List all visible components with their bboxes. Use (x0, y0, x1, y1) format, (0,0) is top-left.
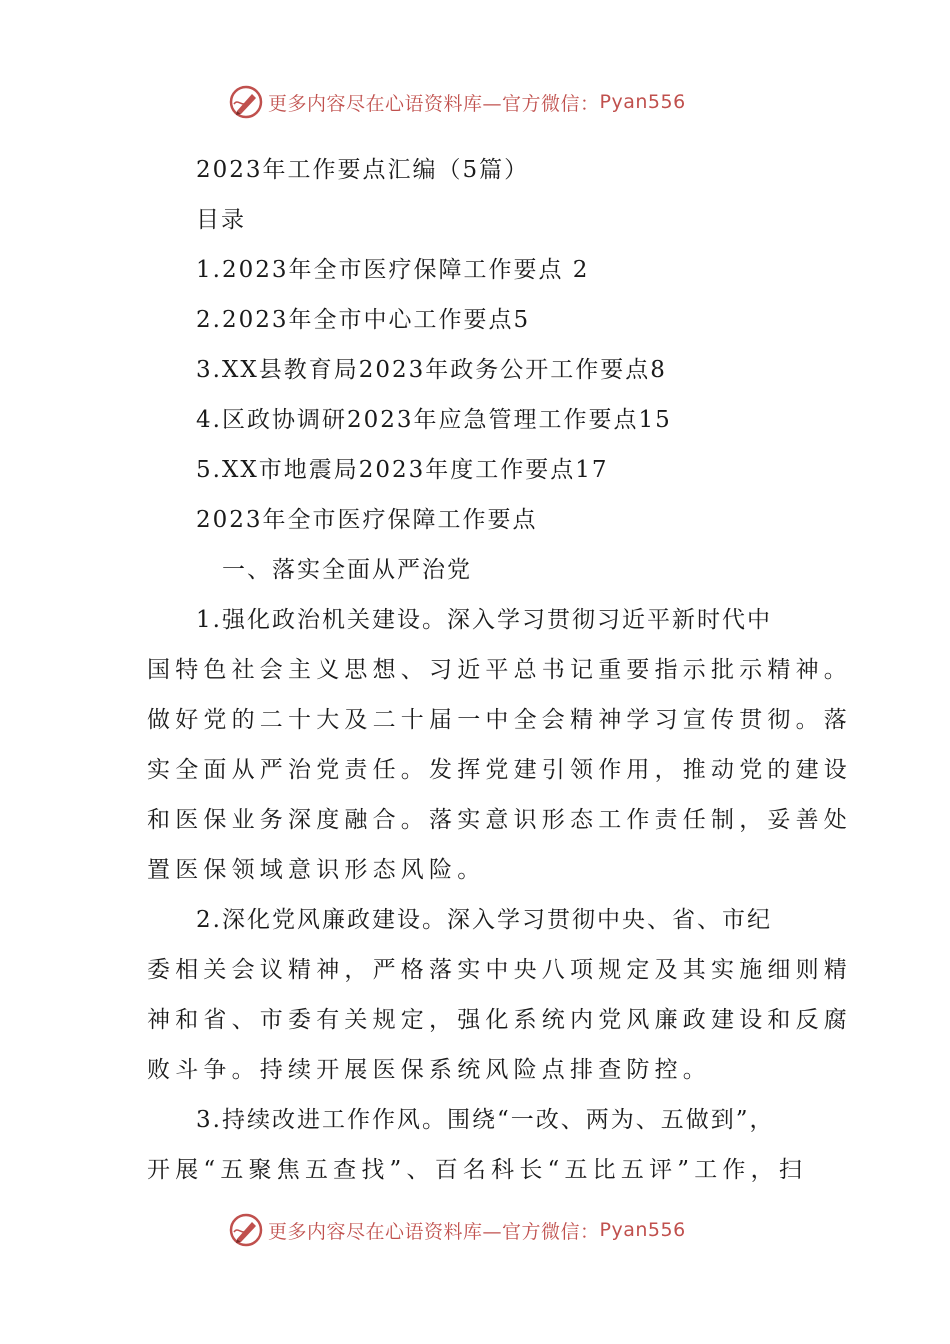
article-title: 2023年全市医疗保障工作要点 (196, 507, 538, 533)
section-heading: 一、落实全面从严治党 (222, 557, 472, 583)
banner-text: 更多内容尽在心语资料库—官方微信： (268, 1220, 600, 1243)
toc-item: 1.2023年全市医疗保障工作要点 2 (196, 257, 590, 283)
paragraph-line: 实全面从严治党责任。发挥党建引领作用，推动党的建设 (147, 757, 852, 783)
paragraph-line: 和医保业务深度融合。落实意识形态工作责任制，妥善处 (147, 807, 852, 833)
paragraph-line: 败斗争。持续开展医保系统风险点排查防控。 (147, 1057, 711, 1083)
footer-banner (228, 1210, 748, 1250)
paragraph-line: 做好党的二十大及二十届一中全会精神学习宣传贯彻。落 (147, 707, 852, 733)
toc-item: 2.2023年全市中心工作要点5 (196, 307, 531, 333)
paragraph-line: 3.持续改进工作作风。围绕“一改、两为、五做到”， (196, 1107, 775, 1133)
paragraph-line: 置医保领域意识形态风险。 (147, 857, 486, 883)
paragraph-line: 国特色社会主义思想、习近平总书记重要指示批示精神。 (147, 657, 852, 683)
paragraph-line: 神和省、市委有关规定，强化系统内党风廉政建设和反腐 (147, 1007, 852, 1033)
toc-item: 3.XX县教育局2023年政务公开工作要点8 (196, 357, 667, 383)
pen-logo-icon (228, 84, 264, 120)
paragraph-line: 开展“五聚焦五查找”、百名科长“五比五评”工作，扫 (147, 1157, 808, 1183)
paragraph-line: 2.深化党风廉政建设。深入学习贯彻中央、省、市纪 (196, 907, 772, 933)
banner-wechat-id: Pyan556 (599, 1219, 686, 1241)
pen-logo-icon (228, 1212, 264, 1248)
paragraph-line: 1.强化政治机关建设。深入学习贯彻习近平新时代中 (196, 607, 772, 633)
document-title: 2023年工作要点汇编（5篇） (196, 157, 530, 183)
banner-text: 更多内容尽在心语资料库—官方微信： (268, 92, 600, 115)
toc-item: 5.XX市地震局2023年度工作要点17 (196, 457, 609, 483)
toc-heading: 目录 (196, 207, 246, 233)
banner-wechat-id: Pyan556 (599, 91, 686, 113)
toc-item: 4.区政协调研2023年应急管理工作要点15 (196, 407, 672, 433)
paragraph-line: 委相关会议精神，严格落实中央八项规定及其实施细则精 (147, 957, 852, 983)
header-banner (228, 82, 748, 122)
